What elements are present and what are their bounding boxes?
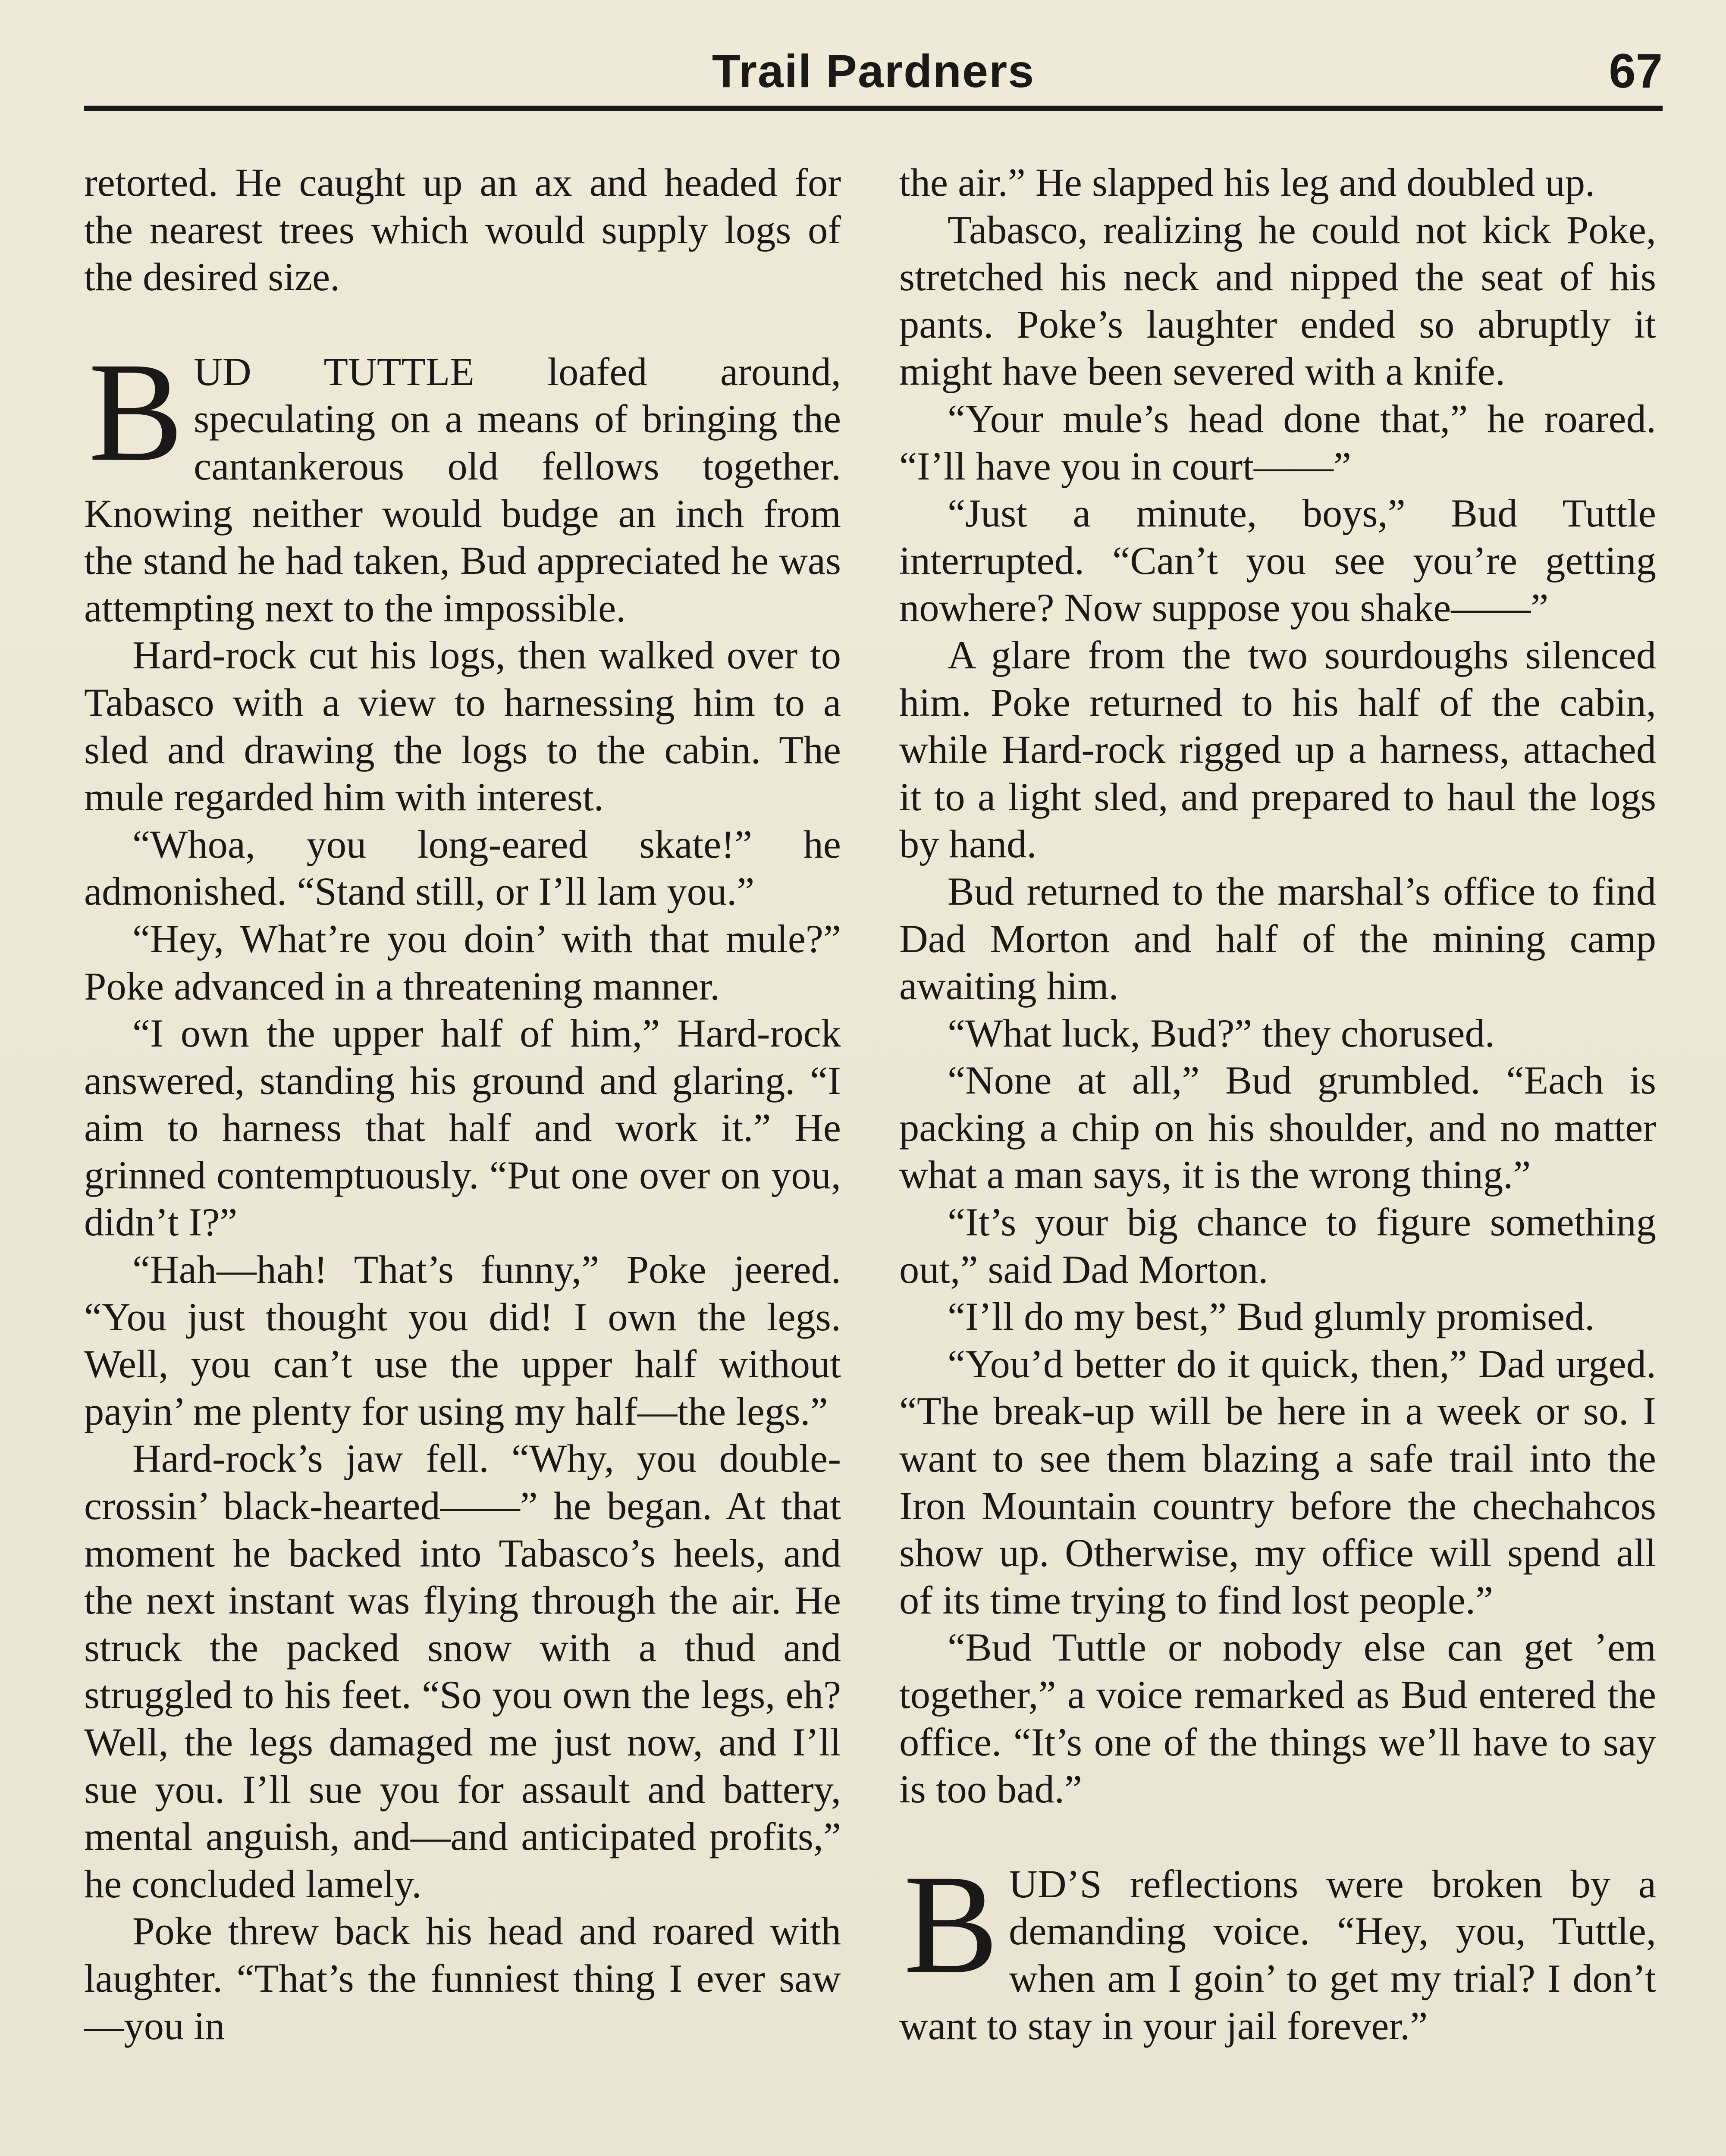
paragraph-text: UD TUTTLE loafed around, speculating on a means of bringing the cantankerous old fellows together. Knowing neither would budge an inch from the stand he had taken, Bud appreciated he was attempting next to the impossible. xyxy=(84,350,841,630)
paragraph: “None at all,” Bud grumbled. “Each is packing a chip on his shoulder, and no matter what a man says, it is the wrong thing.” xyxy=(899,1059,1656,1197)
page-header xyxy=(84,41,1663,112)
drop-cap: B xyxy=(904,1845,999,2003)
right-column xyxy=(899,160,1656,2050)
paragraph: the air.” He slapped his leg and doubled up. xyxy=(899,161,1595,205)
dropcap-paragraph xyxy=(84,333,841,633)
paragraph: Hard-rock’s jaw fell. “Why, you double-crossin’ black-hearted——” he began. At that moment he backed into Tabasco’s heels, and the next instant was flying through the air. He struck the packed snow with a thud and struggled to his feet. “So you own the legs, eh? Well, the legs damaged me just now, and I’ll sue you. I’ll sue you for assault and battery, mental anguish, and—and anticipated profits,” he concluded lamely. xyxy=(84,1437,841,1906)
paragraph: “I own the upper half of him,” Hard-rock answered, standing his ground and glaring. “I aim to harness that half and work it.” He grinned contemptuously. “Put one over on you, didn’t I?” xyxy=(84,1012,841,1245)
paragraph: “Just a minute, boys,” Bud Tuttle interrupted. “Can’t you see you’re getting nowhere? Now suppose you shake——” xyxy=(899,492,1656,630)
paragraph: A glare from the two sourdoughs silenced him. Poke returned to his half of the cabin, while Hard-rock rigged up a harness, attached it to a light sled, and prepared to haul the logs by hand. xyxy=(899,633,1656,867)
paragraph: retorted. He caught up an ax and headed for the nearest trees which would supply logs of the desired size. xyxy=(84,161,841,300)
page-number: 67 xyxy=(1609,44,1663,98)
paragraph: “You’d better do it quick, then,” Dad urged. “The break-up will be here in a week or so. I want to see them blazing a safe trail into the Iron Mountain country before the chechahcos show up. Otherwise, my office will spend all of its time trying to find lost people.” xyxy=(899,1342,1656,1623)
drop-cap: B xyxy=(88,333,184,491)
paragraph-text: UD’S reflections were broken by a demanding voice. “Hey, you, Tuttle, when am I goin’ to get my trial? I don’t want to stay in your jail forever.” xyxy=(899,1862,1656,2048)
left-column xyxy=(84,160,841,2050)
dropcap-paragraph xyxy=(899,1845,1656,2050)
paragraph: “What luck, Bud?” they chorused. xyxy=(948,1011,1495,1056)
paragraph: Bud returned to the marshal’s office to find Dad Morton and half of the mining camp awaiting him. xyxy=(899,869,1656,1009)
paragraph: Poke threw back his head and roared with laughter. “That’s the funniest thing I ever saw—you in xyxy=(84,1909,841,2048)
paragraph: “Whoa, you long-eared skate!” he admonished. “Stand still, or I’ll lam you.” xyxy=(84,822,841,914)
paragraph: Tabasco, realizing he could not kick Poke, stretched his neck and nipped the seat of his pants. Poke’s laughter ended so abruptly it might have been severed with a knife. xyxy=(899,208,1656,394)
paragraph: “I’ll do my best,” Bud glumly promised. xyxy=(948,1295,1595,1339)
paragraph: Hard-rock cut his logs, then walked over to Tabasco with a view to harnessing him to a sled and drawing the logs to the cabin. The mule regarded him with interest. xyxy=(84,633,841,820)
running-title: Trail Pardners xyxy=(712,45,1035,97)
header-rule xyxy=(84,106,1663,111)
section-break xyxy=(899,1814,1656,1861)
paragraph: “Hey, What’re you doin’ with that mule?” Poke advanced in a threatening manner. xyxy=(84,917,841,1009)
section-break xyxy=(84,301,841,349)
paragraph: “Your mule’s head done that,” he roared. “I’ll have you in court——” xyxy=(899,397,1656,489)
paragraph: “Bud Tuttle or nobody else can get ’em together,” a voice remarked as Bud entered the office. “It’s one of the things we’ll have to say is too bad.” xyxy=(899,1626,1656,1812)
paragraph: “Hah—hah! That’s funny,” Poke jeered. “You just thought you did! I own the legs. Well, you can’t use the upper half without payin’ me plenty for using my half—the legs.” xyxy=(84,1248,841,1434)
paragraph: “It’s your big chance to figure something out,” said Dad Morton. xyxy=(899,1200,1656,1292)
